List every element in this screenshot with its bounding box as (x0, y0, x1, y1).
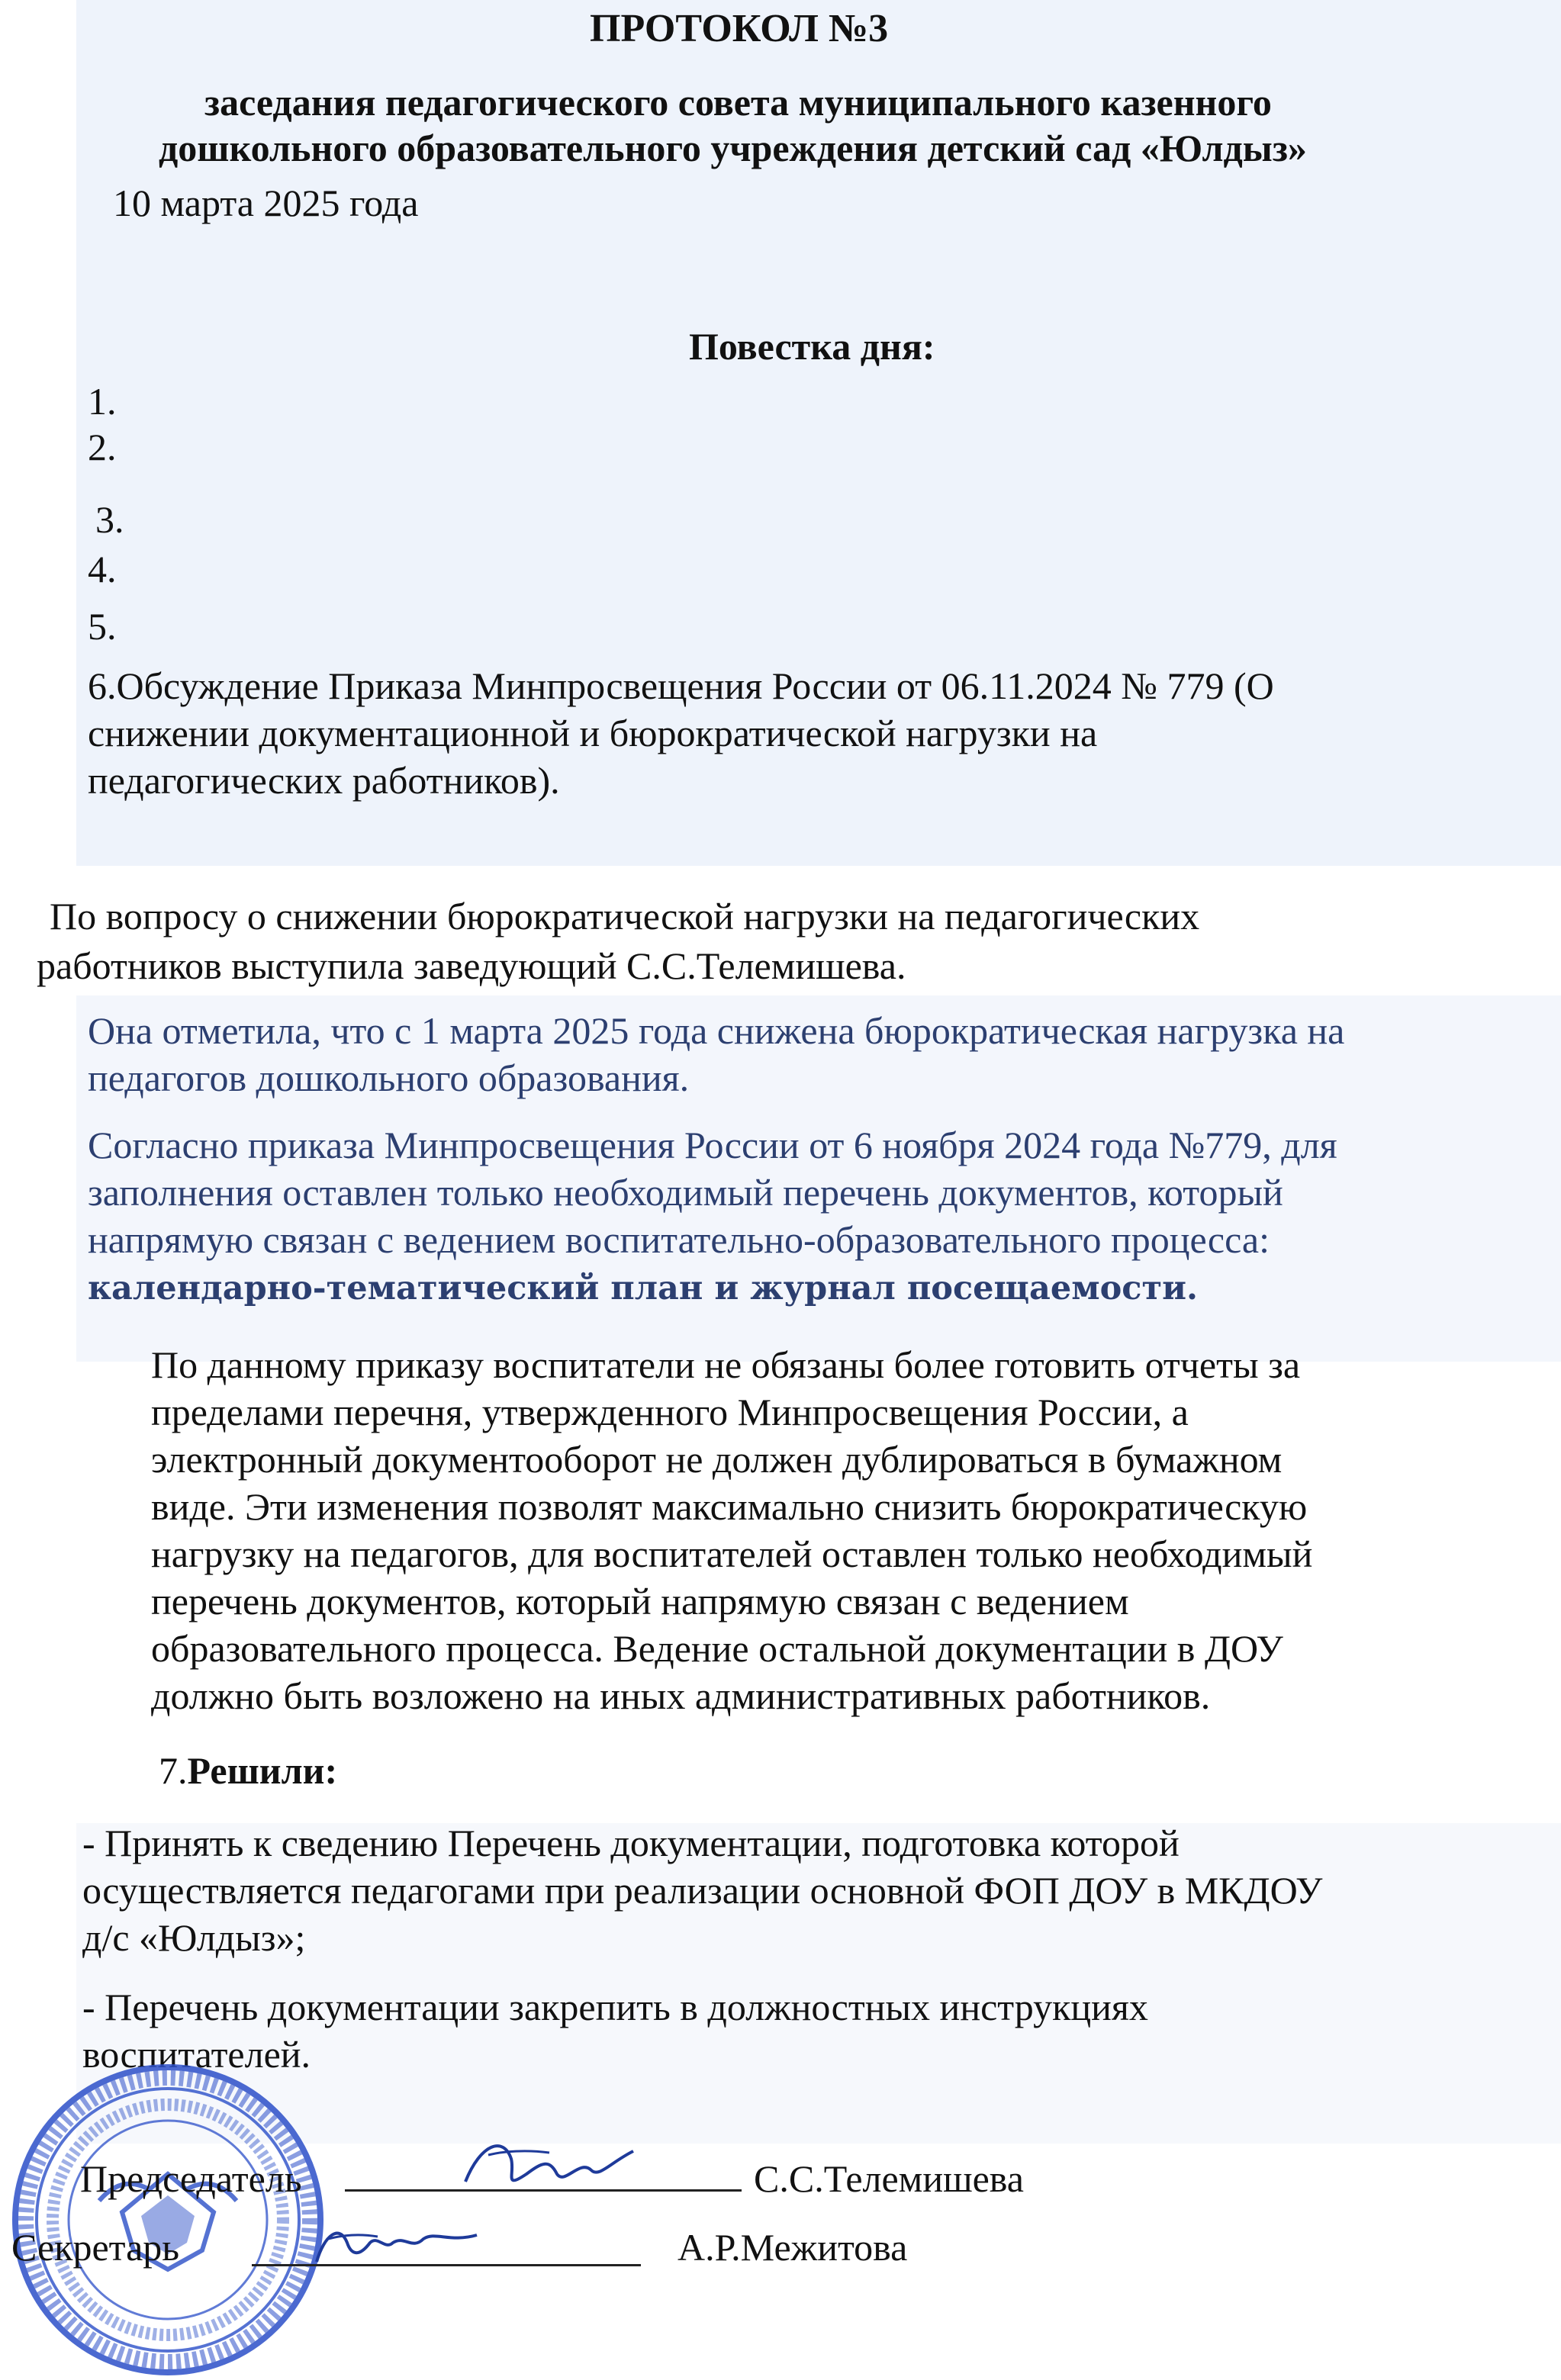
agenda-item-4: 4. (88, 548, 117, 590)
decision-2-line-1: - Перечень документации закрепить в должностных инструкциях (82, 1986, 1148, 2028)
speech-p3-line-6: перечень документов, который напрямую связан с ведением (151, 1580, 1129, 1623)
chairman-name: С.С.Телемишева (754, 2157, 1024, 2200)
speech-intro-line-1: По вопросу о снижении бюрократической нагрузки на педагогических (50, 895, 1200, 938)
agenda-item-5: 5. (88, 605, 117, 648)
speech-intro-line-2: работников выступила заведующий С.С.Телемишева. (37, 944, 906, 987)
decision-heading (159, 1747, 337, 1794)
agenda-item-6-line-3: педагогических работников). (88, 759, 560, 802)
agenda-heading: Повестка дня: (689, 325, 935, 368)
speech-p3-line-8: должно быть возложено на иных административных работников. (151, 1674, 1211, 1717)
secretary-name: А.Р.Межитова (678, 2226, 908, 2269)
agenda-item-6-line-1: 6.Обсуждение Приказа Минпросвещения России от 06.11.2024 № 779 (О (88, 664, 1274, 707)
chairman-signature (458, 2128, 641, 2205)
speech-p2-line-1: Согласно приказа Минпросвещения России от 6 ноября 2024 года №779, для (88, 1124, 1337, 1166)
decision-1-line-2: осуществляется педагогами при реализации основной ФОП ДОУ в МКДОУ (82, 1869, 1323, 1912)
protocol-title: ПРОТОКОЛ №3 (590, 7, 889, 50)
speech-p3-line-7: образовательного процесса. Ведение остальной документации в ДОУ (151, 1627, 1283, 1670)
agenda-item-6-line-2: снижении документационной и бюрократической нагрузки на (88, 712, 1098, 754)
decision-number: 7. (159, 1749, 188, 1792)
agenda-item-3: 3. (95, 498, 124, 541)
subtitle-line-1: заседания педагогического совета муниципального казенного (204, 81, 1272, 124)
decision-1-line-1: - Принять к сведению Перечень документации, подготовка которой (82, 1822, 1180, 1864)
decision-heading-text: Решили: (187, 1749, 338, 1792)
speech-p1-line-2: педагогов дошкольного образования. (88, 1057, 690, 1099)
speech-p3-line-3: электронный документооборот не должен дублироваться в бумажном (151, 1438, 1283, 1481)
secretary-signature (305, 2205, 488, 2281)
secretary-label: Секретарь (11, 2226, 180, 2269)
speech-p1-line-1: Она отметила, что с 1 марта 2025 года снижена бюрократическая нагрузка на (88, 1009, 1345, 1052)
protocol-date: 10 марта 2025 года (113, 182, 419, 224)
speech-p3-line-2: пределами перечня, утвержденного Минпросвещения России, а (151, 1391, 1189, 1433)
speech-p2-line-4: календарно-тематический план и журнал посещаемости. (88, 1269, 1198, 1307)
decision-1-line-3: д/с «Юлдыз»; (82, 1916, 306, 1959)
speech-p3-line-4: виде. Эти изменения позволят максимально снизить бюрократическую (151, 1485, 1308, 1528)
decision-2-line-2: воспитателей. (82, 2033, 311, 2076)
speech-p2-line-2: заполнения оставлен только необходимый перечень документов, который (88, 1171, 1283, 1214)
speech-p2-line-3: напрямую связан с ведением воспитательно-образовательного процесса: (88, 1218, 1270, 1261)
agenda-item-1: 1. (88, 380, 117, 423)
speech-p3-line-5: нагрузку на педагогов, для воспитателей оставлен только необходимый (151, 1533, 1313, 1575)
speech-p3-line-1: По данному приказу воспитатели не обязаны более готовить отчеты за (151, 1343, 1301, 1386)
subtitle-line-2: дошкольного образовательного учреждения детский сад «Юлдыз» (159, 127, 1307, 169)
agenda-item-2: 2. (88, 426, 117, 468)
chairman-label: Председатель (80, 2157, 302, 2200)
official-stamp (8, 2060, 328, 2380)
